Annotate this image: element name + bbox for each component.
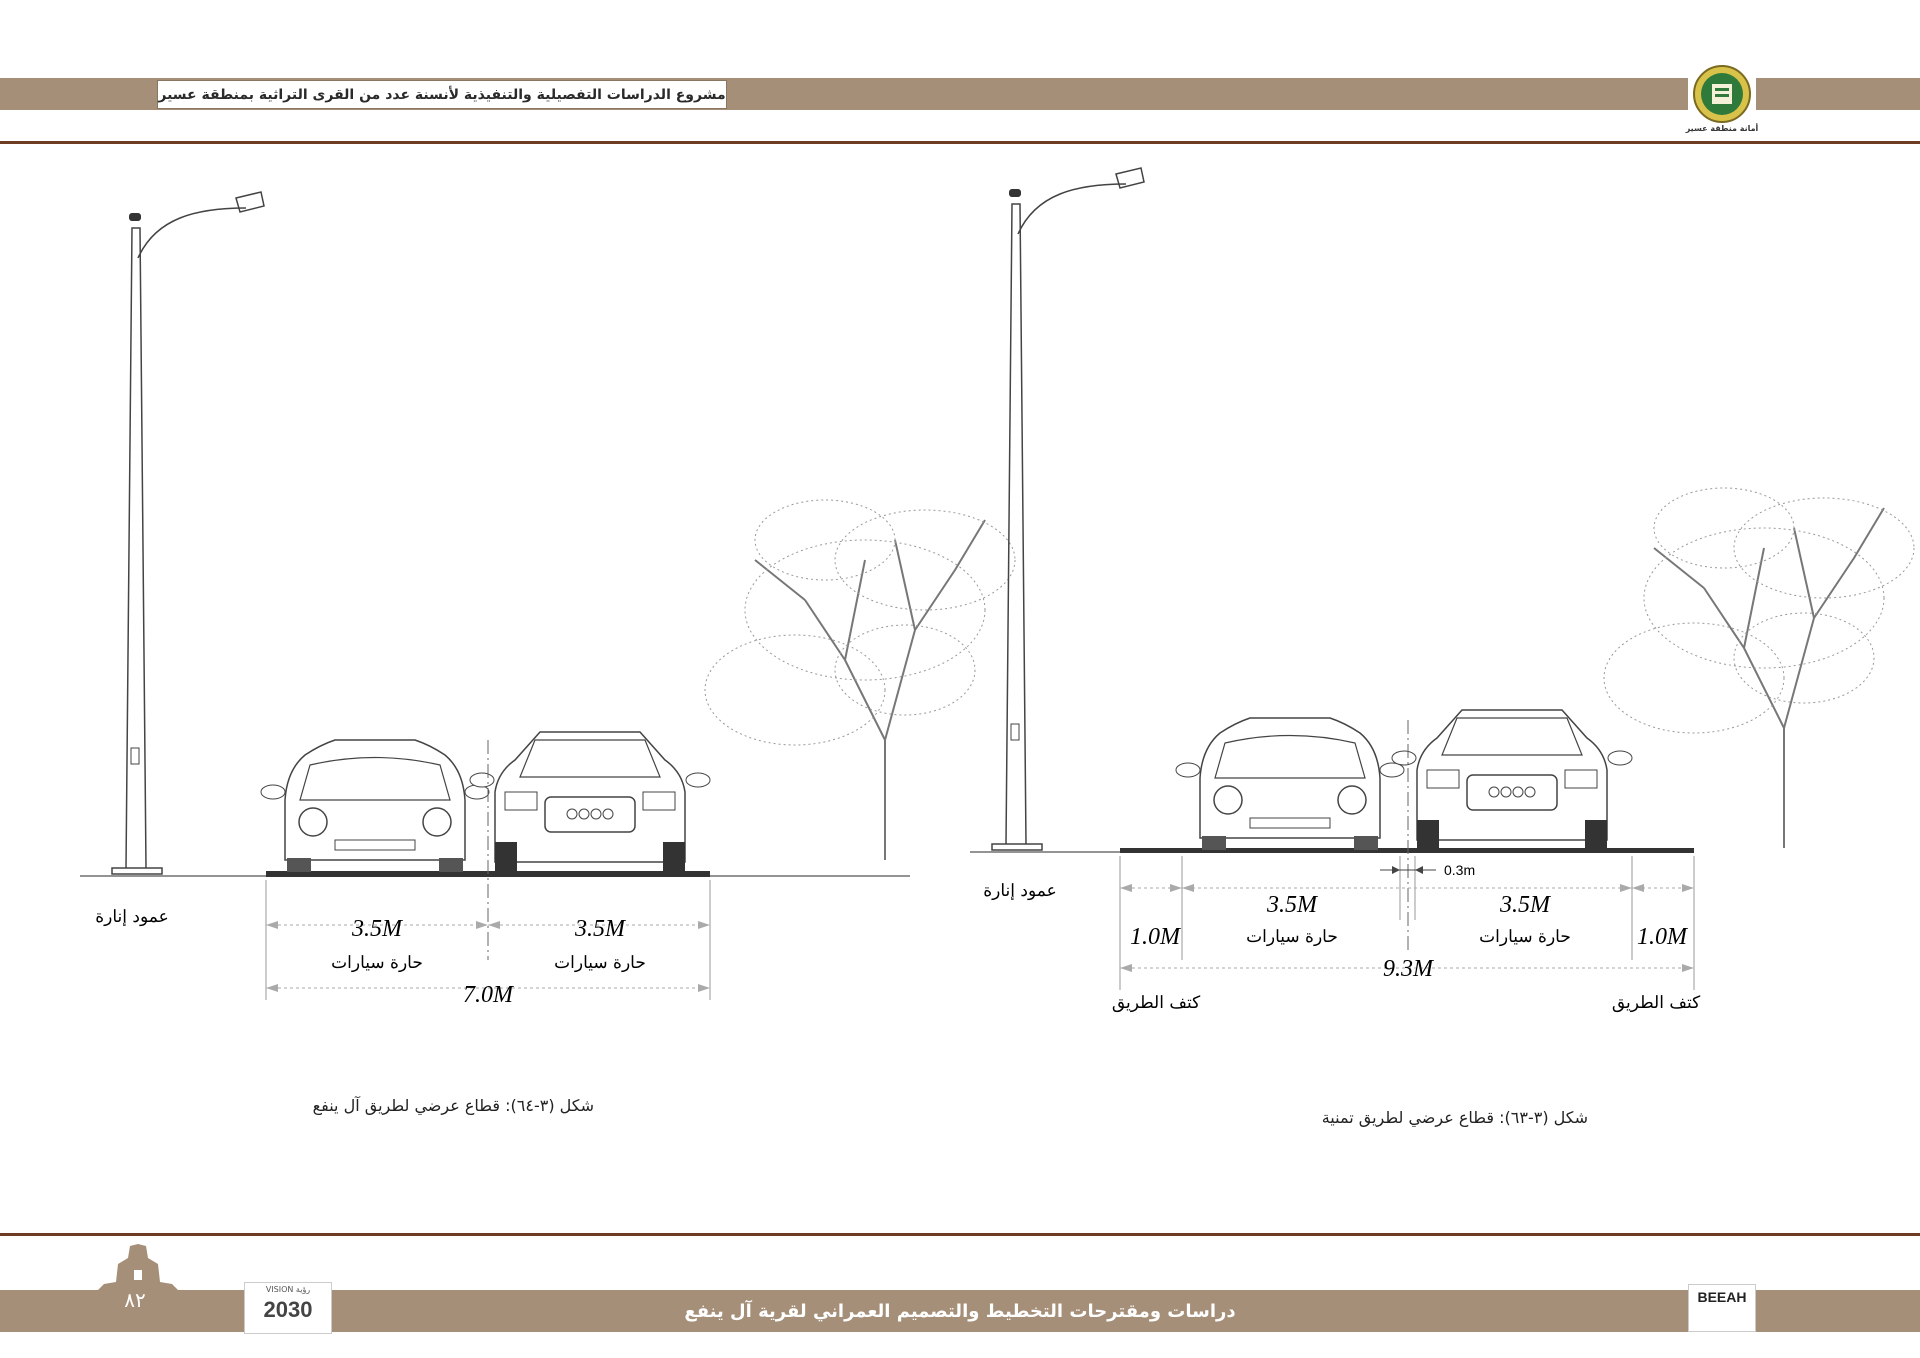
car-front-icon bbox=[1392, 710, 1632, 852]
vision-label: 2030 bbox=[263, 1297, 313, 1322]
logo-caption: أمانة منطقة عسير bbox=[1685, 124, 1759, 133]
lane1-label: حارة سيارات bbox=[331, 953, 423, 973]
lane2-label: حارة سيارات bbox=[1479, 927, 1571, 947]
lane1-width: 3.5M bbox=[1267, 892, 1317, 918]
vision-top: VISION رؤية bbox=[265, 1285, 311, 1294]
page-number: ٨٢ bbox=[124, 1288, 146, 1312]
lane1-width: 3.5M bbox=[352, 916, 402, 942]
right-section-drawing bbox=[970, 168, 1914, 1013]
lane1-label: حارة سيارات bbox=[1246, 927, 1338, 947]
lane2-width: 3.5M bbox=[575, 916, 625, 942]
car-front-icon bbox=[1176, 718, 1404, 850]
left-section-drawing bbox=[80, 192, 1015, 1008]
street-light-pole-icon bbox=[112, 192, 264, 874]
shoulder-right-width: 1.0M bbox=[1637, 924, 1687, 950]
median-width: 0.3m bbox=[1444, 862, 1476, 878]
heritage-building-icon bbox=[96, 1244, 180, 1292]
street-light-pole-icon bbox=[992, 168, 1144, 850]
total-width: 7.0M bbox=[463, 982, 513, 1008]
car-front-icon bbox=[261, 740, 489, 872]
left-figure-caption: شكل (٣-٦٤): قطاع عرضي لطريق آل ينفع bbox=[312, 1096, 594, 1115]
footer-title: دراسات ومقترحات التخطيط والتصميم العمراني لقرية آل ينفع bbox=[684, 1300, 1236, 1322]
tree-icon bbox=[705, 500, 1015, 860]
beeah-logo bbox=[1688, 1284, 1756, 1332]
shoulder-left-width: 1.0M bbox=[1130, 924, 1180, 950]
total-width: 9.3M bbox=[1383, 956, 1433, 982]
vision-2030-logo bbox=[244, 1282, 332, 1334]
lane2-width: 3.5M bbox=[1500, 892, 1550, 918]
right-figure-caption: شكل (٣-٦٣): قطاع عرضي لطريق تمنية bbox=[1321, 1108, 1588, 1127]
lane2-label: حارة سيارات bbox=[554, 953, 646, 973]
partner-label: BEEAH bbox=[1697, 1289, 1747, 1305]
tree-icon bbox=[1604, 488, 1914, 848]
pole-label: عمود إنارة bbox=[95, 907, 169, 927]
shoulder-right-label: كتف الطريق bbox=[1611, 993, 1701, 1013]
car-front-icon bbox=[470, 732, 710, 874]
pole-label: عمود إنارة bbox=[983, 881, 1057, 901]
footer-divider bbox=[0, 1233, 1920, 1236]
project-title: مشروع الدراسات التفصيلية والتنفيذية لأنسنة عدد من القرى التراثية بمنطقة عسير bbox=[157, 80, 727, 109]
shoulder-left-label: كتف الطريق bbox=[1111, 993, 1201, 1013]
